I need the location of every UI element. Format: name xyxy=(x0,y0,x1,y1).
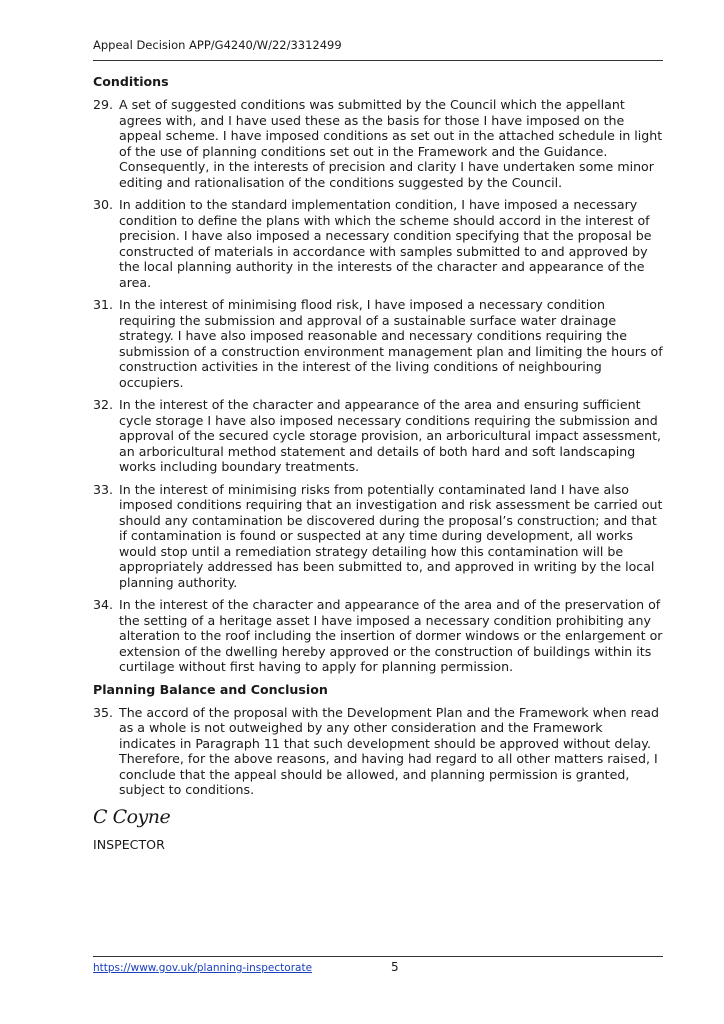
paragraph-31 xyxy=(93,297,663,390)
document-body xyxy=(93,74,663,853)
inspector-signature: C Coyne xyxy=(93,805,171,828)
inspector-title: INSPECTOR xyxy=(93,836,165,852)
paragraph-number: 34. xyxy=(93,597,114,612)
planning-inspectorate-link[interactable]: https://www.gov.uk/planning-inspectorate xyxy=(93,962,313,974)
document-header: Appeal Decision APP/G4240/W/22/3312499 xyxy=(93,38,342,52)
paragraph-text: The accord of the proposal with the Development Plan and the Framework when read as a whole is not outweighed by any other consideration and the Framework indicates in Paragraph 11 that such development should be approved without delay. Therefore, for the above reasons, and having had regard to all other matters raised, I conclude that the appeal should be allowed, and planning permission is granted, subject to conditions. xyxy=(119,704,659,797)
paragraph-number: 30. xyxy=(93,197,114,212)
paragraph-number: 29. xyxy=(93,97,114,112)
paragraph-number: 31. xyxy=(93,297,114,312)
paragraph-text: In the interest of minimising risks from potentially contaminated land I have also imposed conditions requiring that an investigation and risk assessment be carried out should any contamination be discovered during the proposal’s construction; and that if contamination is found or suspected at any time during development, all works would stop until a remediation strategy detailing how this contamination will be appropriately addressed has been submitted to, and approved in writing by the local planning authority. xyxy=(119,481,663,590)
paragraph-text: In the interest of the character and appearance of the area and ensuring sufficient cycle storage I have also imposed necessary conditions requiring the submission and approval of the secured cycle storage provision, an arboricultural impact assessment, an arboricultural method statement and details of both hard and soft landscaping works including boundary treatments. xyxy=(119,397,662,474)
page-number: 5 xyxy=(391,960,399,974)
paragraph-number: 33. xyxy=(93,481,114,497)
paragraph-text: In the interest of the character and appearance of the area and of the preservation of the setting of a heritage asset I have imposed a necessary condition prohibiting any alteration to the roof including the insertion of dormer windows or the enlargement or extension of the dwelling hereby approved or the construction of buildings within its curtilage without first having to apply for planning permission. xyxy=(119,597,663,674)
paragraph-35 xyxy=(93,705,663,798)
paragraph-text: In the interest of minimising flood risk, I have imposed a necessary condition requiring the submission and approval of a sustainable surface water drainage strategy. I have also imposed reasonable and necessary conditions requiring the submission of a construction environment management plan and limiting the hours of construction activities in the interest of the living conditions of neighbouring occupiers. xyxy=(119,297,663,390)
paragraph-32 xyxy=(93,397,663,475)
header-divider xyxy=(93,60,663,61)
paragraph-29 xyxy=(93,97,663,190)
paragraph-number: 32. xyxy=(93,397,114,412)
paragraph-33 xyxy=(93,482,663,591)
paragraph-text: A set of suggested conditions was submitted by the Council which the appellant agrees with, and I have used these as the basis for those I have imposed on the appeal scheme. I have imposed conditions as set out in the attached schedule in light of the use of planning conditions set out in the Framework and the Guidance. Consequently, in the interests of precision and clarity I have undertaken some minor editing and rationalisation of the conditions suggested by the Council. xyxy=(119,97,663,190)
section-heading-conditions: Conditions xyxy=(93,74,169,89)
paragraph-number: 35. xyxy=(93,704,114,720)
paragraph-30 xyxy=(93,197,663,290)
footer-divider xyxy=(93,956,663,957)
paragraph-text: In addition to the standard implementation condition, I have imposed a necessary condition to define the plans with which the scheme should accord in the interest of precision. I have also imposed a necessary condition specifying that the proposal be constructed of materials in accordance with samples submitted to and approved by the local planning authority in the interests of the character and appearance of the area. xyxy=(119,197,652,290)
paragraph-34 xyxy=(93,597,663,675)
section-heading-conclusion: Planning Balance and Conclusion xyxy=(93,681,328,697)
